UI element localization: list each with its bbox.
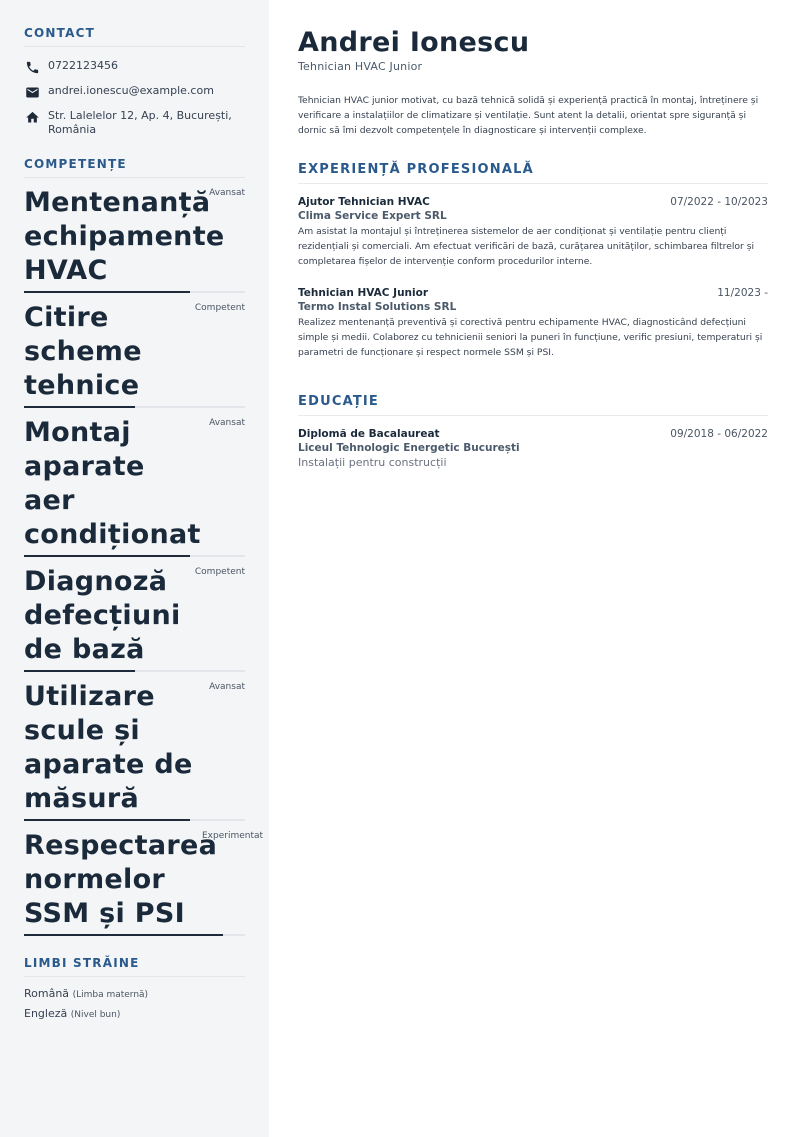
contact-address (24, 109, 245, 137)
language-name: Română (24, 987, 70, 1000)
skill-name: Mentenanță echipamente HVAC (24, 187, 225, 286)
mail-icon (24, 84, 40, 100)
contact-heading: CONTACT (24, 26, 245, 47)
skill-bar-track (24, 555, 245, 557)
skill-level: Avansat (209, 188, 245, 198)
contact-email (24, 84, 245, 100)
skill-item (24, 565, 245, 672)
language-item (24, 987, 245, 1000)
skills-heading: COMPETENȚE (24, 157, 245, 178)
entry-header (298, 287, 768, 299)
languages-section (24, 956, 245, 1020)
summary-text: Tehnician HVAC junior motivat, cu bază tehnică solidă și experiență practică în montaj, întreținere și verificare a instalațiilor de climatizare și ventilație. Sunt atent la detalii, orientat spre siguranță și dornic să îmi dezvolt competențele în diagnosticare și intervenții complexe. (298, 95, 759, 136)
skill-row (24, 680, 245, 816)
email-text[interactable]: andrei.ionescu@example.com (48, 84, 214, 97)
language-level: (Limba maternă) (72, 990, 149, 1000)
skill-row (24, 829, 264, 931)
contact-phone (24, 59, 245, 75)
address-text: Str. Lalelelor 12, Ap. 4, București, România (48, 109, 232, 136)
skill-bar-fill (24, 555, 190, 557)
skill-level: Competent (194, 567, 245, 577)
skill-bar-fill (24, 819, 190, 821)
skill-item (24, 416, 245, 557)
phone-text[interactable]: 0722123456 (48, 59, 118, 72)
experience-list (298, 196, 768, 360)
home-icon (24, 109, 40, 125)
skill-bar-fill (24, 934, 223, 936)
skill-row (24, 416, 245, 552)
school-name: Liceul Tehnologic Energetic București (298, 442, 520, 454)
skill-name: Respectarea normelor SSM și PSI (24, 830, 218, 929)
experience-heading: EXPERIENȚĂ PROFESIONALĂ (298, 162, 768, 184)
skill-item (24, 186, 245, 293)
skill-bar-track (24, 406, 245, 408)
company-name: Termo Instal Solutions SRL (298, 301, 457, 313)
sidebar (0, 0, 269, 1137)
specialization: Instalații pentru construcții (298, 456, 447, 469)
skill-level: Avansat (209, 682, 245, 692)
skill-bar-track (24, 819, 245, 821)
languages-list (24, 987, 245, 1020)
person-role: Tehnician HVAC Junior (298, 60, 423, 73)
education-entry (298, 428, 768, 469)
job-title: Tehnician HVAC Junior (298, 287, 429, 299)
language-name: Engleză (24, 1007, 68, 1020)
person-name: Andrei Ionescu (298, 27, 530, 58)
company-name: Clima Service Expert SRL (298, 210, 447, 222)
language-level: (Nivel bun) (70, 1010, 121, 1020)
main-content (269, 0, 804, 1137)
job-date: 07/2022 - 10/2023 (670, 196, 768, 208)
education-section (298, 394, 768, 469)
skill-level: Experimentat (202, 831, 264, 841)
skill-name: Citire scheme tehnice (24, 302, 142, 401)
education-date: 09/2018 - 06/2022 (670, 428, 768, 440)
job-date: 11/2023 - (717, 287, 768, 299)
skill-level: Avansat (209, 418, 245, 428)
skills-section (24, 157, 264, 936)
job-title: Ajutor Tehnician HVAC (298, 196, 430, 208)
skill-bar-track (24, 291, 245, 293)
degree-title: Diplomă de Bacalaureat (298, 428, 440, 440)
skill-bar-track (24, 934, 245, 936)
job-description: Am asistat la montajul și întreținerea sistemelor de aer condiționat și ventilație pentru clienți rezidențiali și comerciali. Am efectuat verificări de bază, curățarea unităților, schimbarea filtrelor și completarea fișelor de intervenție conform procedurilor interne. (298, 226, 755, 267)
education-heading: EDUCAȚIE (298, 394, 768, 416)
language-item (24, 1007, 245, 1020)
skill-bar-track (24, 670, 245, 672)
skill-item (24, 680, 245, 821)
skill-row (24, 565, 245, 667)
skill-row (24, 301, 245, 403)
contact-section (24, 26, 245, 137)
skill-name: Utilizare scule și aparate de măsură (24, 681, 193, 814)
contact-list (24, 59, 245, 137)
entry-header (298, 196, 768, 208)
skill-item (24, 829, 264, 936)
entry-header (298, 428, 768, 440)
education-list (298, 428, 768, 469)
experience-section (298, 162, 768, 360)
job-description: Realizez mentenanță preventivă și corectivă pentru echipamente HVAC, diagnosticând defecțiuni simple și medii. Colaborez cu tehnicienii seniori la punerі în funcțiune, verific presiuni, temperaturi și parametri de funcționare și respect normele SSM și PSI. (298, 317, 763, 358)
phone-icon (24, 59, 40, 75)
skill-item (24, 301, 245, 408)
skill-bar-fill (24, 406, 135, 408)
skill-bar-fill (24, 670, 135, 672)
experience-entry (298, 287, 768, 360)
skill-row (24, 186, 245, 288)
skill-name: Montaj aparate aer condiționat (24, 417, 201, 550)
skills-list (24, 186, 264, 936)
skill-name: Diagnoză defecțiuni de bază (24, 566, 181, 665)
languages-heading: LIMBI STRĂINE (24, 956, 245, 977)
experience-entry (298, 196, 768, 269)
skill-level: Competent (194, 303, 245, 313)
skill-bar-fill (24, 291, 190, 293)
